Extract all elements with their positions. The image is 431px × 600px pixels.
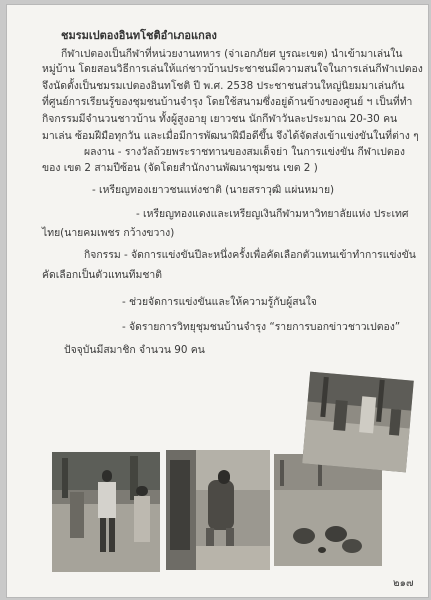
achievements-line: ของ เขต 2 สามปีซ้อน (จัดโดยสำนักงานพัฒนาชุมชน เขต 2 ) [42,162,318,174]
members-line: ปัจจุบันมีสมาชิก จำนวน 90 คน [64,344,205,356]
paragraph-line: กิจกรรมมีจำนวนชาวบ้าน ทั้งผู้สูงอายุ เยาวชน นักกีฬาวันละประมาณ 20-30 คน [42,113,398,125]
petanque-balls-photo [274,454,382,566]
petanque-players-photo [52,452,160,572]
activities-line: - จัดรายการวิทยุชุมชนบ้านจำรุง “รายการบอกข่าวชาวเปตอง” [122,321,401,333]
document-title: ชมรมเปตองอินทโชติอำเภอแกลง [61,29,217,42]
activities-line: - ช่วยจัดการแข่งขันและให้ความรู้กับผู้สนใจ [122,296,317,308]
achievements-line: ไทย(นายคมเพชร กว้างขวาง) [42,227,175,239]
petanque-court-photo [302,372,414,473]
achievements-line: ผลงาน - รางวัลถ้วยพระราชทานของสมเด็จย่า ในการแข่งขัน กีฬาเปตอง [84,146,405,158]
activities-line: คัดเลือกเป็นตัวแทนทีมชาติ [42,269,162,281]
paragraph-line: กีฬาเปตองเป็นกีฬาที่หน่วยงานทหาร (จ่าเอกภัยศ บูรณะเขต) นำเข้ามาเล่นใน [61,48,403,60]
paragraph-line: ที่ศูนย์การเรียนรู้ของชุมชนบ้านจำรุง โดยใช้สนามซึ่งอยู่ด้านข้างของศูนย์ ฯ เป็นที่ทำ [42,96,413,108]
achievements-line: - เหรียญทองเยาวชนแห่งชาติ (นายสราวุฒิ แผ่นหมาย) [92,184,335,196]
paragraph-line: หมู่บ้าน โดยสอนวิธีการเล่นให้แก่ชาวบ้านประชาชนมีความสนใจในการเล่นกีฬาเปตอง [42,63,423,75]
document-page [6,4,429,598]
page-number: ๒๑๗ [393,578,414,589]
paragraph-line: มาเล่น ซ้อมฝีมือทุกวัน และเมื่อมีการพัฒนาฝีมือดีขึ้น จึงได้จัดส่งเข้าแข่งขันในที่ต่าง ๆ [42,130,419,142]
paragraph-line: จึงนัดตั้งเป็นชมรมเปตองอินทโชติ ปี พ.ศ. 2538 ประชาชนส่วนใหญ่นิยมมาเล่นกัน [42,80,405,92]
activities-line: กิจกรรม - จัดการแข่งขันปีละหนึ่งครั้งเพื่อคัดเลือกตัวแทนเข้าทำการแข่งขัน [84,249,416,261]
petanque-ground-photo [166,450,270,570]
achievements-line: - เหรียญทองแดงและเหรียญเงินกีฬามหาวิทยาลัยแห่ง ประเทศ [136,208,409,220]
